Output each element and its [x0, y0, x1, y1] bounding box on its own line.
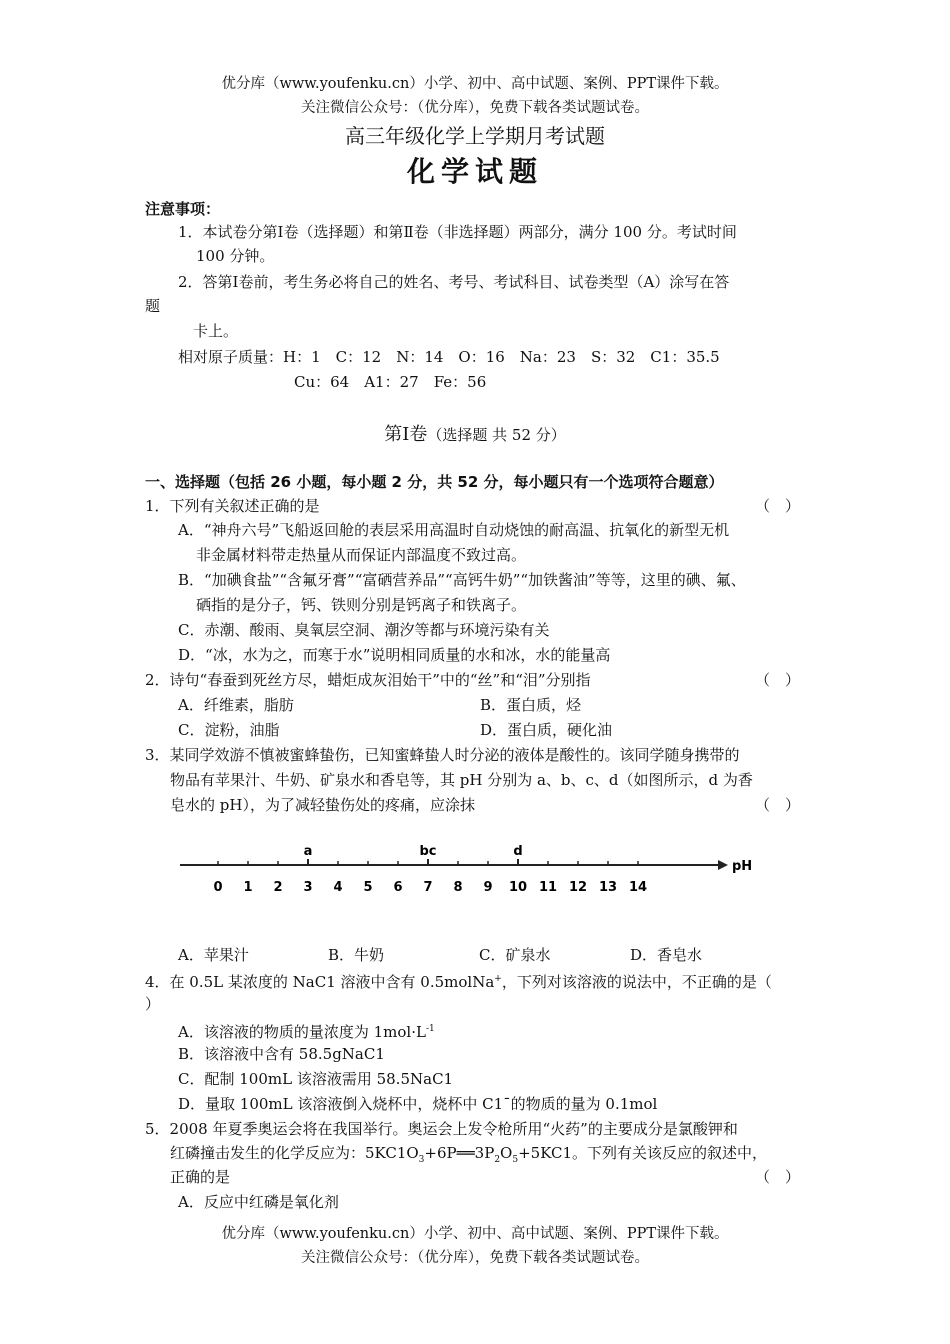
q1-option-b-1: B．“加碘食盐”“含氟牙膏”“富硒营养品”“高钙牛奶”“加铁酱油”等等，这里的碘、氟、: [178, 571, 746, 589]
ph-marker-label-a: a: [303, 844, 313, 859]
footer-line-2: 关注微信公众号：（优分库），免费下载各类试题试卷。: [301, 1250, 649, 1266]
q5-stem-1: 5．2008 年夏季奥运会将在我国举行。奥运会上发令枪所用“火药”的主要成分是氯酸钾和: [145, 1120, 738, 1138]
ph-tick-label-3: 3: [303, 880, 313, 895]
ph-tick-label-1: 1: [243, 880, 253, 895]
q4-stem-2: ）: [145, 995, 161, 1013]
footer-line-1: 优分库（www.youfenku.cn）小学、初中、高中试题、案例、PPT课件下载。: [221, 1226, 729, 1242]
exam-subtitle: 高三年级化学上学期月考试题: [345, 124, 605, 148]
q5-option-a: A．反应中红磷是氧化剂: [178, 1193, 339, 1211]
q4-option-c: C．配制 100mL 该溶液需用 58.5NaC1: [178, 1070, 454, 1088]
q2-option-d: D．蛋白质，硬化油: [480, 721, 613, 739]
q5-sub-2: 2: [494, 1155, 501, 1165]
section-1-label: 第Ⅰ卷: [384, 424, 428, 445]
q4-option-a-sup: -1: [425, 1024, 435, 1034]
ph-tick-label-7: 7: [423, 880, 433, 895]
q5-sub-3: 5: [512, 1155, 519, 1165]
notice-heading: 注意事项：: [145, 200, 221, 218]
header-line-1: 优分库（www.youfenku.cn）小学、初中、高中试题、案例、PPT课件下载。: [221, 76, 729, 92]
ph-tick-label-4: 4: [333, 880, 343, 895]
ph-tick-label-6: 6: [393, 880, 403, 895]
q2-option-c: C．淀粉，油脂: [178, 721, 280, 739]
ph-tick-label-10: 10: [508, 880, 528, 895]
q5-stem-2-tail: +5KC1。下列有关该反应的叙述中，: [518, 1144, 768, 1162]
q4-option-a: [178, 1017, 435, 1045]
ph-axis-label: pH: [732, 859, 753, 874]
ph-tick-label-0: 0: [213, 880, 223, 895]
q1-answer-paren: （ ）: [755, 497, 801, 515]
q2-stem: 2．诗句“春蚕到死丝方尽，蜡炬成灰泪始干”中的“丝”和“泪”分别指: [145, 671, 591, 689]
header-line-2: 关注微信公众号：（优分库），免费下载各类试题试卷。: [301, 100, 649, 116]
exam-title: 化学试题: [406, 155, 543, 188]
q4-stem-1-text: 4．在 0.5L 某浓度的 NaC1 溶液中含有 0.5molNa: [145, 973, 495, 991]
ph-tick-label-11: 11: [538, 880, 558, 895]
ph-tick-label-12: 12: [568, 880, 588, 895]
notice-item-1b: 100 分钟。: [196, 247, 275, 265]
part-1-heading: 一、选择题（包括 26 小题，每小题 2 分，共 52 分，每小题只有一个选项符合题意）: [145, 473, 724, 491]
q3-option-c: C．矿泉水: [479, 946, 551, 964]
q1-option-a-1: A．“神舟六号”飞船返回舱的表层采用高温时自动烧蚀的耐高温、抗氧化的新型无机: [178, 521, 730, 539]
q3-option-b: B．牛奶: [328, 946, 385, 964]
ph-tick-label-14: 14: [628, 880, 648, 895]
q1-stem: 1．下列有关叙述正确的是: [145, 497, 320, 515]
q5-stem-3: 正确的是: [170, 1168, 231, 1186]
q4-option-a-text: A．该溶液的物质的量浓度为 1mol·L: [178, 1023, 426, 1041]
q3-stem-2: 物品有苹果汁、牛奶、矿泉水和香皂等，其 pH 分别为 a、b、c、d（如图所示，d 为香: [170, 771, 753, 789]
q1-option-c: C．赤潮、酸雨、臭氧层空洞、潮汐等都与环境污染有关: [178, 621, 550, 639]
ph-scale-figure: [170, 838, 770, 908]
notice-item-2a: 2．答第Ⅰ卷前，考生务必将自己的姓名、考号、考试科目、试卷类型（A）涂写在答: [178, 273, 730, 291]
q4-option-d: D．量取 100mL 该溶液倒入烧杯中，烧杯中 C1ˉ的物质的量为 0.1mol: [178, 1095, 658, 1113]
q3-answer-paren: （ ）: [755, 796, 801, 814]
ph-tick-label-13: 13: [598, 880, 618, 895]
q4-stem-1-tail: ，下列对该溶液的说法中，不正确的是（: [501, 973, 772, 991]
q2-option-a: A．纤维素，脂肪: [178, 696, 294, 714]
q4-option-b: B．该溶液中含有 58.5gNaC1: [178, 1045, 385, 1063]
q1-option-a-2: 非金属材料带走热量从而保证内部温度不致过高。: [196, 546, 527, 564]
section-1-note: （选择题 共 52 分）: [427, 426, 566, 444]
ph-tick-label-2: 2: [273, 880, 283, 895]
q5-stem-2-mid2: O: [500, 1144, 513, 1162]
ph-tick-label-5: 5: [363, 880, 373, 895]
ph-marker-label-bc: bc: [419, 844, 437, 859]
q1-option-d: D．“冰，水为之，而寒于水”说明相同质量的水和冰，水的能量高: [178, 646, 611, 664]
q5-answer-paren: （ ）: [755, 1168, 801, 1186]
ph-tick-label-9: 9: [483, 880, 493, 895]
notice-item-1a: 1．本试卷分第Ⅰ卷（选择题）和第Ⅱ卷（非选择题）两部分，满分 100 分。考试时间: [178, 223, 737, 241]
notice-item-2b: 题: [145, 297, 161, 315]
q3-option-d: D．香皂水: [630, 946, 703, 964]
ph-markers: [304, 844, 523, 865]
q2-option-b: B．蛋白质，烃: [480, 696, 582, 714]
q1-option-b-2: 硒指的是分子，钙、铁则分别是钙离子和铁离子。: [196, 596, 527, 614]
q4-stem-sup: +: [494, 974, 502, 984]
ph-marker-label-d: d: [513, 844, 523, 859]
atomic-mass-line-1: 相对原子质量：H：1 C：12 N：14 O：16 Na：23 S：32 C1：35.5: [178, 348, 720, 366]
q3-option-a: A．苹果汁: [178, 946, 249, 964]
q3-stem-3: 皂水的 pH），为了减轻蛰伤处的疼痛，应涂抹: [170, 796, 475, 814]
q2-answer-paren: （ ）: [755, 671, 801, 689]
section-1-title: [0, 420, 950, 446]
q5-stem-2: [170, 1141, 767, 1173]
q5-sub-1: 3: [418, 1155, 425, 1165]
ph-ticks: [213, 861, 647, 895]
q3-stem-1: 3．某同学效游不慎被蜜蜂蛰伤，已知蜜蜂蛰人时分泌的液体是酸性的。该同学随身携带的: [145, 746, 740, 764]
ph-tick-label-8: 8: [453, 880, 463, 895]
ph-axis-arrow: [718, 860, 728, 870]
q5-stem-2-mid1: +6P══3P: [424, 1144, 495, 1162]
notice-item-2c: 卡上。: [193, 322, 239, 340]
q5-stem-2-text: 红磷撞击发生的化学反应为：5KC1O: [170, 1144, 419, 1162]
atomic-mass-line-2: Cu：64 A1：27 Fe：56: [294, 373, 487, 391]
q4-stem-1: [145, 967, 772, 995]
